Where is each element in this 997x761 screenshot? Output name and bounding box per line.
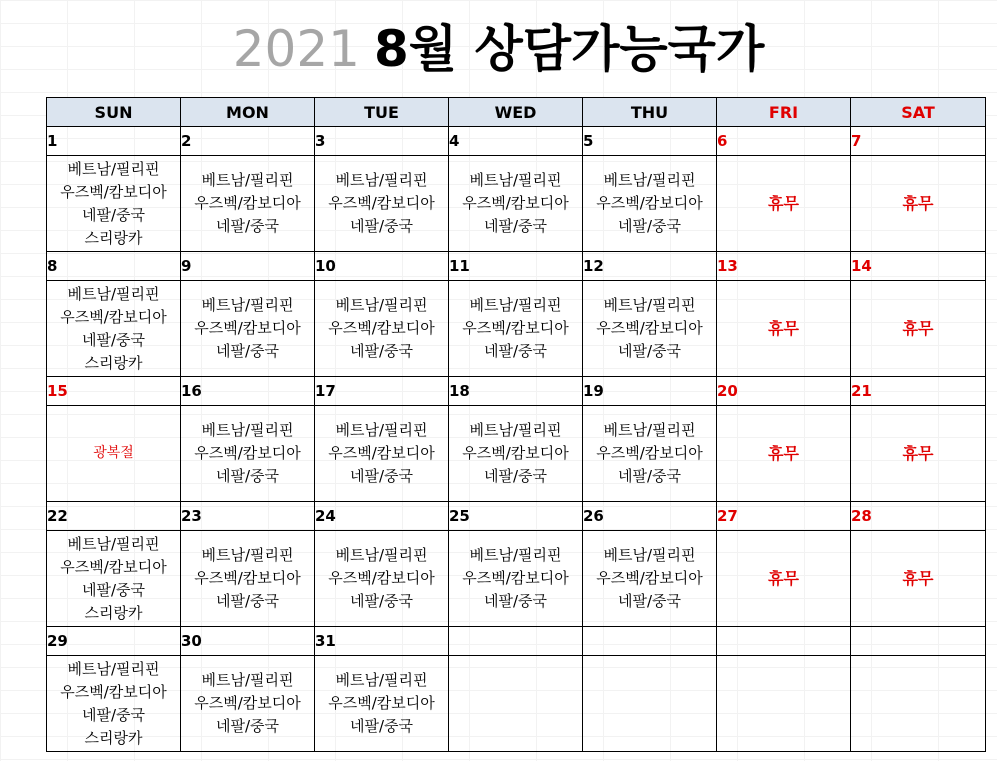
date-number-cell[interactable]: 22 [47, 502, 181, 531]
date-number-cell[interactable]: 7 [851, 127, 986, 156]
country-line: 우즈벡/캄보디아 [194, 569, 301, 587]
day-content-cell[interactable] [315, 156, 449, 252]
date-number-cell[interactable]: 8 [47, 252, 181, 281]
country-line: 스리랑카 [84, 603, 143, 622]
country-line: 베트남/필리핀 [469, 421, 562, 439]
day-content-cell[interactable] [47, 156, 181, 252]
weekday-header[interactable]: THU [583, 98, 717, 127]
day-content-cell[interactable] [717, 406, 851, 502]
date-number-cell[interactable]: 9 [181, 252, 315, 281]
country-line: 우즈벡/캄보디아 [462, 444, 569, 462]
country-line: 네팔/중국 [215, 717, 279, 735]
country-line: 네팔/중국 [349, 592, 413, 610]
country-line: 네팔/중국 [81, 330, 145, 349]
country-line: 우즈벡/캄보디아 [60, 307, 167, 326]
date-number-cell[interactable]: 17 [315, 377, 449, 406]
date-number-cell[interactable]: 16 [181, 377, 315, 406]
date-number-row [47, 127, 986, 156]
country-line: 우즈벡/캄보디아 [194, 194, 301, 212]
country-list-row [47, 406, 986, 502]
day-content-cell[interactable] [717, 656, 851, 752]
country-line: 베트남/필리핀 [603, 296, 696, 314]
country-line: 네팔/중국 [483, 342, 547, 360]
country-list-row [47, 156, 986, 252]
country-line: 베트남/필리핀 [469, 296, 562, 314]
date-number-row [47, 627, 986, 656]
weekday-header[interactable]: SAT [851, 98, 986, 127]
date-number-cell[interactable]: 15 [47, 377, 181, 406]
country-line: 네팔/중국 [349, 717, 413, 735]
date-number-cell[interactable] [583, 627, 717, 656]
country-line: 네팔/중국 [617, 467, 681, 485]
closed-label: 휴무 [768, 444, 799, 463]
date-number-cell[interactable]: 25 [449, 502, 583, 531]
day-content-cell[interactable] [851, 156, 986, 252]
date-number-cell[interactable]: 5 [583, 127, 717, 156]
country-line: 베트남/필리핀 [603, 546, 696, 564]
date-number-cell[interactable]: 21 [851, 377, 986, 406]
date-number-cell[interactable]: 30 [181, 627, 315, 656]
country-line: 네팔/중국 [483, 467, 547, 485]
country-line: 베트남/필리핀 [603, 171, 696, 189]
title-month-text: 8월 상담가능국가 [373, 20, 765, 78]
country-line: 네팔/중국 [617, 217, 681, 235]
country-line: 네팔/중국 [349, 467, 413, 485]
country-line: 우즈벡/캄보디아 [328, 444, 435, 462]
country-line: 베트남/필리핀 [335, 546, 428, 564]
date-number-cell[interactable]: 3 [315, 127, 449, 156]
date-number-row [47, 252, 986, 281]
weekday-header[interactable]: WED [449, 98, 583, 127]
date-number-row [47, 502, 986, 531]
date-number-cell[interactable]: 28 [851, 502, 986, 531]
country-line: 우즈벡/캄보디아 [328, 194, 435, 212]
date-number-cell[interactable]: 24 [315, 502, 449, 531]
closed-label: 휴무 [902, 569, 934, 588]
date-number-cell[interactable]: 4 [449, 127, 583, 156]
country-line: 베트남/필리핀 [335, 296, 428, 314]
day-content-cell[interactable] [315, 656, 449, 752]
country-line: 우즈벡/캄보디아 [462, 319, 569, 337]
country-line: 스리랑카 [84, 353, 143, 372]
day-content-cell[interactable] [717, 531, 851, 627]
date-number-row [47, 377, 986, 406]
closed-label: 휴무 [902, 194, 934, 213]
date-number-cell[interactable]: 10 [315, 252, 449, 281]
day-content-cell[interactable] [583, 156, 717, 252]
date-number-cell[interactable]: 6 [717, 127, 851, 156]
country-line: 네팔/중국 [215, 217, 279, 235]
country-line: 네팔/중국 [81, 705, 145, 724]
closed-label: 휴무 [768, 319, 799, 338]
day-content-cell[interactable] [851, 281, 986, 377]
weekday-header[interactable]: FRI [717, 98, 851, 127]
date-number-cell[interactable] [717, 627, 851, 656]
day-content-cell[interactable] [315, 281, 449, 377]
date-number-cell[interactable]: 29 [47, 627, 181, 656]
day-content-cell[interactable] [449, 531, 583, 627]
country-line: 베트남/필리핀 [67, 659, 160, 678]
date-number-cell[interactable]: 13 [717, 252, 851, 281]
country-line: 네팔/중국 [483, 592, 547, 610]
day-content-cell[interactable] [47, 406, 181, 502]
date-number-cell[interactable] [449, 627, 583, 656]
day-content-cell[interactable] [47, 531, 181, 627]
country-line: 베트남/필리핀 [335, 671, 428, 689]
date-number-cell[interactable]: 20 [717, 377, 851, 406]
country-line: 베트남/필리핀 [201, 671, 294, 689]
day-content-cell[interactable] [181, 656, 315, 752]
day-content-cell[interactable] [181, 156, 315, 252]
country-line: 우즈벡/캄보디아 [60, 182, 167, 201]
weekday-header[interactable]: MON [181, 98, 315, 127]
country-line: 네팔/중국 [215, 592, 279, 610]
day-content-cell[interactable] [583, 656, 717, 752]
day-content-cell[interactable] [583, 406, 717, 502]
country-line: 베트남/필리핀 [201, 421, 294, 439]
day-content-cell[interactable] [47, 281, 181, 377]
closed-label: 휴무 [902, 444, 934, 463]
title-year: 2021 [232, 20, 360, 78]
country-line: 우즈벡/캄보디아 [596, 444, 703, 462]
country-line: 네팔/중국 [617, 342, 681, 360]
day-content-cell[interactable] [47, 656, 181, 752]
country-line: 베트남/필리핀 [335, 171, 428, 189]
day-content-cell[interactable] [181, 531, 315, 627]
date-number-cell[interactable]: 11 [449, 252, 583, 281]
country-line: 우즈벡/캄보디아 [194, 444, 301, 462]
date-number-cell[interactable]: 1 [47, 127, 181, 156]
country-line: 베트남/필리핀 [335, 421, 428, 439]
country-line: 우즈벡/캄보디아 [596, 319, 703, 337]
day-content-cell[interactable] [315, 406, 449, 502]
country-line: 베트남/필리핀 [67, 534, 160, 553]
country-line: 우즈벡/캄보디아 [60, 682, 167, 701]
country-line: 베트남/필리핀 [67, 159, 160, 178]
country-line: 우즈벡/캄보디아 [462, 569, 569, 587]
country-line: 우즈벡/캄보디아 [328, 319, 435, 337]
country-line: 베트남/필리핀 [603, 421, 696, 439]
country-list-row [47, 656, 986, 752]
day-content-cell[interactable] [449, 656, 583, 752]
day-content-cell[interactable] [181, 281, 315, 377]
date-number-cell[interactable]: 19 [583, 377, 717, 406]
date-number-cell[interactable]: 14 [851, 252, 986, 281]
country-line: 우즈벡/캄보디아 [596, 194, 703, 212]
closed-label: 휴무 [902, 319, 934, 338]
day-content-cell[interactable] [315, 531, 449, 627]
closed-label: 휴무 [768, 194, 799, 213]
day-content-cell[interactable] [717, 281, 851, 377]
day-content-cell[interactable] [449, 406, 583, 502]
date-number-cell[interactable] [851, 627, 986, 656]
country-line: 네팔/중국 [81, 580, 145, 599]
country-line: 우즈벡/캄보디아 [328, 569, 435, 587]
page-title [0, 14, 997, 84]
country-line: 네팔/중국 [349, 342, 413, 360]
country-line: 베트남/필리핀 [67, 284, 160, 303]
country-line: 우즈벡/캄보디아 [194, 694, 301, 712]
country-list-row [47, 281, 986, 377]
day-content-cell[interactable] [583, 281, 717, 377]
weekday-header[interactable]: TUE [315, 98, 449, 127]
country-line: 베트남/필리핀 [201, 296, 294, 314]
date-number-cell[interactable]: 12 [583, 252, 717, 281]
country-line: 스리랑카 [84, 228, 143, 247]
day-content-cell[interactable] [583, 531, 717, 627]
date-number-cell[interactable]: 23 [181, 502, 315, 531]
holiday-label: 광복절 [93, 445, 134, 461]
calendar-table [46, 97, 986, 752]
weekday-header[interactable]: SUN [47, 98, 181, 127]
date-number-cell[interactable]: 31 [315, 627, 449, 656]
country-line: 네팔/중국 [81, 205, 145, 224]
date-number-cell[interactable]: 27 [717, 502, 851, 531]
country-line: 스리랑카 [84, 728, 143, 747]
country-line: 네팔/중국 [483, 217, 547, 235]
weekday-header-row [47, 98, 986, 127]
day-content-cell[interactable] [449, 156, 583, 252]
date-number-cell[interactable]: 2 [181, 127, 315, 156]
day-content-cell[interactable] [449, 281, 583, 377]
country-line: 베트남/필리핀 [469, 546, 562, 564]
country-line: 베트남/필리핀 [469, 171, 562, 189]
day-content-cell[interactable] [851, 406, 986, 502]
day-content-cell[interactable] [851, 531, 986, 627]
date-number-cell[interactable]: 26 [583, 502, 717, 531]
day-content-cell[interactable] [851, 656, 986, 752]
country-list-row [47, 531, 986, 627]
country-line: 네팔/중국 [349, 217, 413, 235]
day-content-cell[interactable] [181, 406, 315, 502]
country-line: 우즈벡/캄보디아 [596, 569, 703, 587]
date-number-cell[interactable]: 18 [449, 377, 583, 406]
country-line: 네팔/중국 [215, 342, 279, 360]
country-line: 네팔/중국 [215, 467, 279, 485]
country-line: 우즈벡/캄보디아 [60, 557, 167, 576]
country-line: 우즈벡/캄보디아 [328, 694, 435, 712]
closed-label: 휴무 [768, 569, 799, 588]
country-line: 네팔/중국 [617, 592, 681, 610]
country-line: 우즈벡/캄보디아 [462, 194, 569, 212]
country-line: 우즈벡/캄보디아 [194, 319, 301, 337]
country-line: 베트남/필리핀 [201, 546, 294, 564]
country-line: 베트남/필리핀 [201, 171, 294, 189]
day-content-cell[interactable] [717, 156, 851, 252]
